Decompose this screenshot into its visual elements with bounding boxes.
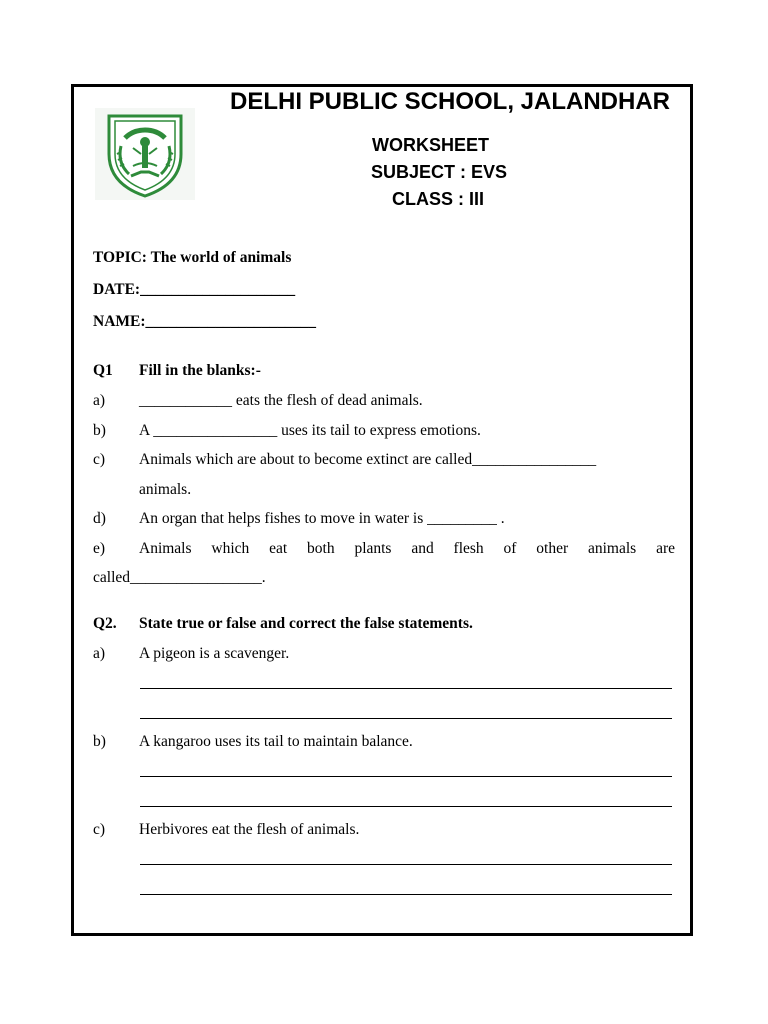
name-field: NAME:______________________ <box>93 313 317 330</box>
class-label: CLASS : III <box>392 189 485 209</box>
topic: TOPIC: The world of animals <box>93 249 292 266</box>
word: Animals <box>139 540 192 557</box>
q1-item-c: Animals which are about to become extinct are called________________ <box>139 451 597 468</box>
q1-label-a: a) <box>93 392 106 409</box>
q1-item-e-cont: called_________________. <box>93 569 266 586</box>
q2-title: State true or false and correct the false statements. <box>139 615 473 632</box>
word: animals <box>588 540 637 557</box>
dps-crest-icon <box>95 108 195 200</box>
q2-label-c: c) <box>93 821 106 838</box>
q1-label-c: c) <box>93 451 106 468</box>
q1-item-c-cont: animals. <box>139 481 192 498</box>
word: of <box>503 540 517 557</box>
q1-item-b: A ________________ uses its tail to express emotions. <box>139 422 481 439</box>
word: and <box>411 540 434 557</box>
q1-item-d: An organ that helps fishes to move in water is _________ . <box>139 510 505 527</box>
answer-line[interactable] <box>140 864 672 865</box>
q1-item-e <box>139 540 675 558</box>
q2-item-c: Herbivores eat the flesh of animals. <box>139 821 360 838</box>
q2-number: Q2. <box>93 615 117 632</box>
q2-label-b: b) <box>93 733 106 750</box>
word: other <box>536 540 569 557</box>
q1-item-a: ____________ eats the flesh of dead animals. <box>139 392 423 409</box>
q1-title: Fill in the blanks:- <box>139 362 261 379</box>
word: are <box>656 540 675 557</box>
q2-item-a: A pigeon is a scavenger. <box>139 645 290 662</box>
q1-label-e: e) <box>93 540 106 557</box>
word: which <box>211 540 250 557</box>
word: eat <box>269 540 288 557</box>
date-field: DATE:____________________ <box>93 281 296 298</box>
answer-line[interactable] <box>140 894 672 895</box>
q2-item-b: A kangaroo uses its tail to maintain balance. <box>139 733 413 750</box>
answer-line[interactable] <box>140 688 672 689</box>
q1-label-b: b) <box>93 422 106 439</box>
worksheet-label: WORKSHEET <box>372 135 489 155</box>
subject-label: SUBJECT : EVS <box>371 162 508 182</box>
q2-label-a: a) <box>93 645 106 662</box>
school-name: DELHI PUBLIC SCHOOL, JALANDHAR <box>230 88 671 115</box>
answer-line[interactable] <box>140 718 672 719</box>
q1-number: Q1 <box>93 362 113 379</box>
word: plants <box>354 540 392 557</box>
answer-line[interactable] <box>140 806 672 807</box>
q1-label-d: d) <box>93 510 106 527</box>
word: flesh <box>453 540 484 557</box>
word: both <box>307 540 335 557</box>
answer-line[interactable] <box>140 776 672 777</box>
